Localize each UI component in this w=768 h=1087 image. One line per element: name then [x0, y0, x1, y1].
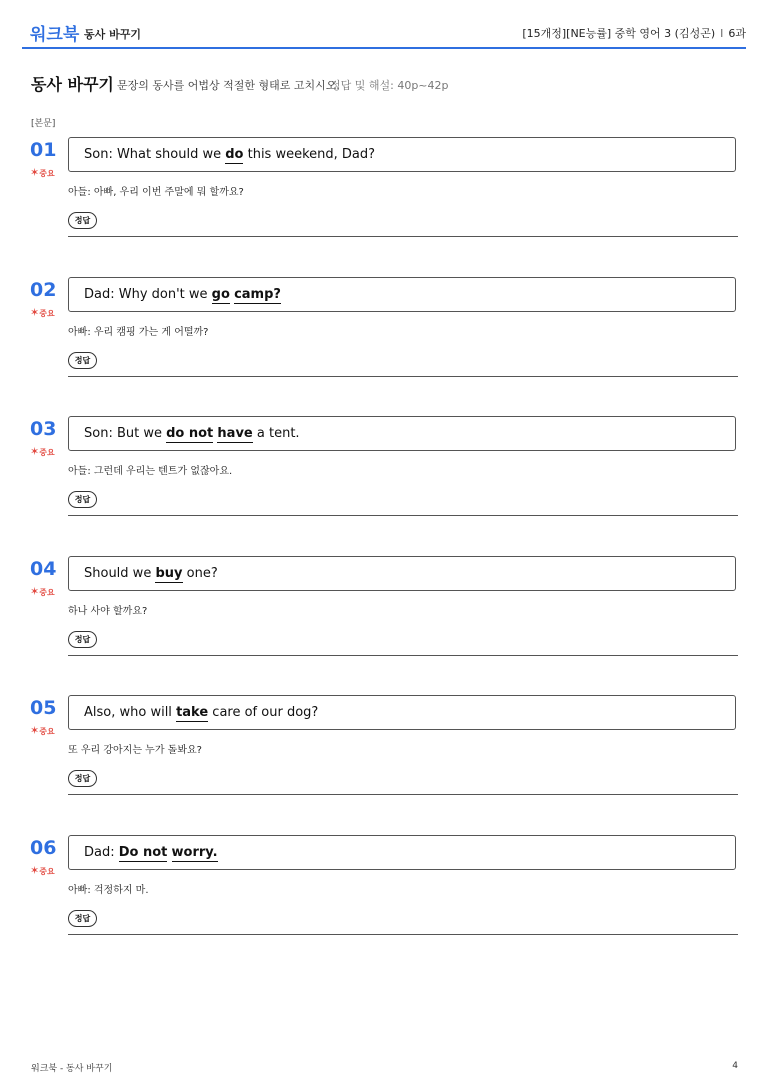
question-number: 06	[30, 836, 57, 859]
target-verb: buy	[155, 565, 183, 581]
target-verb: do	[225, 147, 244, 162]
lesson-label: 6과	[728, 27, 746, 40]
target-verb: worry.	[171, 844, 218, 860]
sentence-box	[68, 137, 736, 172]
sentence-box	[68, 556, 736, 591]
important-label: 중요	[39, 587, 55, 597]
important-label: 중요	[39, 308, 55, 318]
page-number: 4	[732, 1061, 738, 1071]
sentence-box	[68, 416, 736, 451]
korean-translation: 아빠: 걱정하지 마.	[68, 884, 149, 896]
answer-button[interactable]: 정답	[68, 770, 97, 787]
answer-line[interactable]	[68, 236, 738, 237]
sentence-text: Also, who will	[84, 705, 177, 720]
sentence-text: care of our dog?	[208, 705, 319, 720]
question-number: 05	[30, 697, 57, 719]
important-badge	[30, 864, 55, 877]
important-badge	[30, 445, 55, 458]
answer-button[interactable]: 정답	[68, 910, 97, 927]
answer-line[interactable]	[68, 794, 738, 795]
important-badge	[30, 166, 55, 179]
header-bar	[30, 20, 746, 49]
question-item	[30, 279, 738, 381]
answer-button[interactable]: 정답	[68, 491, 97, 508]
sentence-box	[68, 695, 736, 730]
question-number: 01	[30, 139, 57, 161]
korean-translation: 아들: 아빠, 우리 이번 주말에 뭐 할까요?	[68, 187, 244, 198]
sentence-text: a tent.	[252, 426, 300, 441]
important-badge	[30, 724, 55, 737]
sentence-box	[68, 835, 736, 870]
book-info	[522, 25, 746, 41]
sentence-box	[68, 277, 736, 312]
header-separator: I	[720, 27, 724, 40]
question-number: 03	[30, 418, 57, 440]
brand-title: 워크북	[30, 25, 80, 45]
brand-subtitle: 동사 바꾸기	[84, 28, 141, 41]
answer-button[interactable]: 정답	[68, 212, 97, 229]
question-item	[30, 558, 738, 660]
footer-title: 워크북 - 동사 바꾸기	[31, 1064, 113, 1074]
english-sentence	[84, 287, 281, 302]
sentence-text: Dad:	[84, 844, 119, 860]
section-instruction: 문장의 동사를 어법상 적절한 형태로 고치시오.	[117, 79, 340, 92]
korean-translation: 또 우리 강아지는 누가 돌봐요?	[68, 745, 202, 756]
star-icon: ✶	[30, 166, 40, 179]
korean-translation: 아빠: 우리 캠핑 가는 게 어떨까?	[68, 326, 209, 338]
important-badge	[30, 585, 55, 598]
target-verb: go	[211, 286, 230, 302]
passage-label: [본문]	[31, 119, 56, 129]
english-sentence	[84, 705, 318, 720]
sentence-text: one?	[182, 565, 218, 581]
question-item	[30, 139, 738, 241]
sentence-text: this weekend, Dad?	[243, 147, 376, 162]
sentence-text: Should we	[84, 565, 156, 581]
important-label: 중요	[39, 866, 55, 876]
important-label: 중요	[39, 727, 55, 736]
star-icon: ✶	[30, 305, 40, 319]
target-verb: camp?	[234, 286, 281, 302]
section-title: 동사 바꾸기	[31, 75, 114, 94]
star-icon: ✶	[30, 863, 40, 877]
question-item	[30, 837, 738, 939]
star-icon: ✶	[30, 724, 40, 737]
answer-line[interactable]	[68, 934, 738, 935]
star-icon: ✶	[30, 584, 40, 598]
sentence-text: Son: What should we	[84, 147, 226, 162]
sentence-text: Dad: Why don't we	[84, 286, 212, 302]
answer-line[interactable]	[68, 376, 738, 377]
sentence-text	[167, 845, 171, 860]
english-sentence	[84, 566, 218, 581]
answer-line[interactable]	[68, 515, 738, 516]
important-label: 중요	[39, 448, 55, 457]
question-number: 04	[30, 557, 57, 580]
english-sentence	[84, 147, 375, 162]
question-item	[30, 418, 738, 520]
english-sentence	[84, 426, 300, 441]
korean-translation: 하나 사야 할까요?	[68, 605, 148, 617]
header-divider	[22, 47, 746, 49]
question-item	[30, 697, 738, 799]
answer-reference: 정답 및 해설: 40p~42p	[330, 79, 449, 92]
answer-button[interactable]: 정답	[68, 352, 97, 369]
sentence-text: Son: But we	[84, 426, 167, 441]
korean-translation: 아들: 그런데 우리는 텐트가 없잖아요.	[68, 466, 233, 477]
important-badge	[30, 306, 55, 319]
target-verb: take	[176, 705, 209, 720]
answer-line[interactable]	[68, 655, 738, 656]
star-icon: ✶	[30, 445, 40, 458]
english-sentence	[84, 845, 218, 860]
target-verb: have	[217, 426, 253, 441]
answer-button[interactable]: 정답	[68, 631, 97, 648]
target-verb: Do not	[118, 844, 168, 860]
target-verb: do not	[166, 426, 214, 441]
important-label: 중요	[39, 169, 55, 178]
book-title: [15개정][NE능률] 중학 영어 3 (김성곤)	[522, 27, 716, 40]
question-number: 02	[30, 278, 57, 301]
